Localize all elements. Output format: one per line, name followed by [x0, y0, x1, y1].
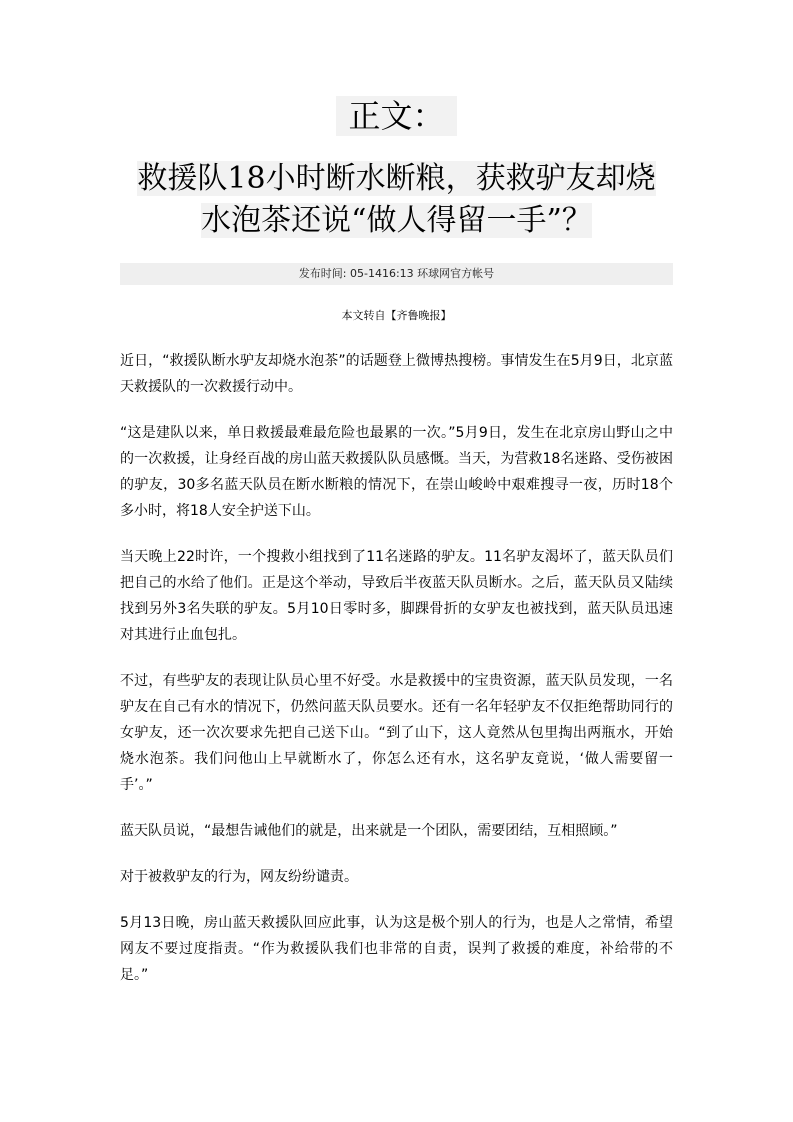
paragraph: 不过，有些驴友的表现让队员心里不好受。水是救援中的宝贵资源，蓝天队员发现，一名驴友在自己有水的情况下，仍然问蓝天队员要水。还有一名年轻驴友不仅拒绝帮助同行的女驴友，还一次次要求先把自己送下山。“到了山下，这人竟然从包里掏出两瓶水，开始烧水泡茶。我们问他山上早就断水了，你怎么还有水，这名驴友竟说，‘做人需要留一手’。” — [120, 673, 673, 793]
section-heading: 正文： — [336, 96, 456, 136]
heading-wrap — [0, 96, 793, 136]
article-title-line-2: 水泡茶还说“做人得留一手”？ — [201, 203, 592, 238]
publish-info: 发布时间: 05-1416:13 环球网官方帐号 — [120, 263, 673, 285]
source-note: 本文转自【齐鲁晚报】 — [341, 309, 452, 322]
paragraph: 5月13日晚，房山蓝天救援队回应此事，认为这是极个别人的行为，也是人之常情，希望网友不要过度指责。“作为救援队我们也非常的自责，误判了救援的难度，补给带的不足。” — [120, 915, 673, 983]
article-title-line-1: 救援队18小时断水断粮，获救驴友却烧 — [137, 161, 656, 196]
article-body — [120, 348, 673, 1008]
article-title — [120, 158, 673, 242]
paragraph: 当天晚上22时许，一个搜救小组找到了11名迷路的驴友。11名驴友渴坏了，蓝天队员们把自己的水给了他们。正是这个举动，导致后半夜蓝天队员断水。之后，蓝天队员又陆续找到另外3名失联的驴友。5月10日零时多，脚踝骨折的女驴友也被找到，蓝天队员迅速对其进行止血包扎。 — [120, 549, 673, 643]
paragraph: 近日，“救援队断水驴友却烧水泡茶”的话题登上微博热搜榜。事情发生在5月9日，北京蓝天救援队的一次救援行动中。 — [120, 353, 673, 395]
paragraph: “这是建队以来，单日救援最难最危险也最累的一次。”5月9日，发生在北京房山野山之中的一次救援，让身经百战的房山蓝天救援队队员感慨。当天，为营救18名迷路、受伤被困的驴友，30多名蓝天队员在断水断粮的情况下，在崇山峻岭中艰难搜寻一夜，历时18个多小时，将18人安全护送下山。 — [120, 425, 673, 519]
paragraph: 对于被救驴友的行为，网友纷纷谴责。 — [120, 869, 358, 885]
paragraph: 蓝天队员说，“最想告诫他们的就是，出来就是一个团队，需要团结，互相照顾。” — [120, 823, 618, 839]
